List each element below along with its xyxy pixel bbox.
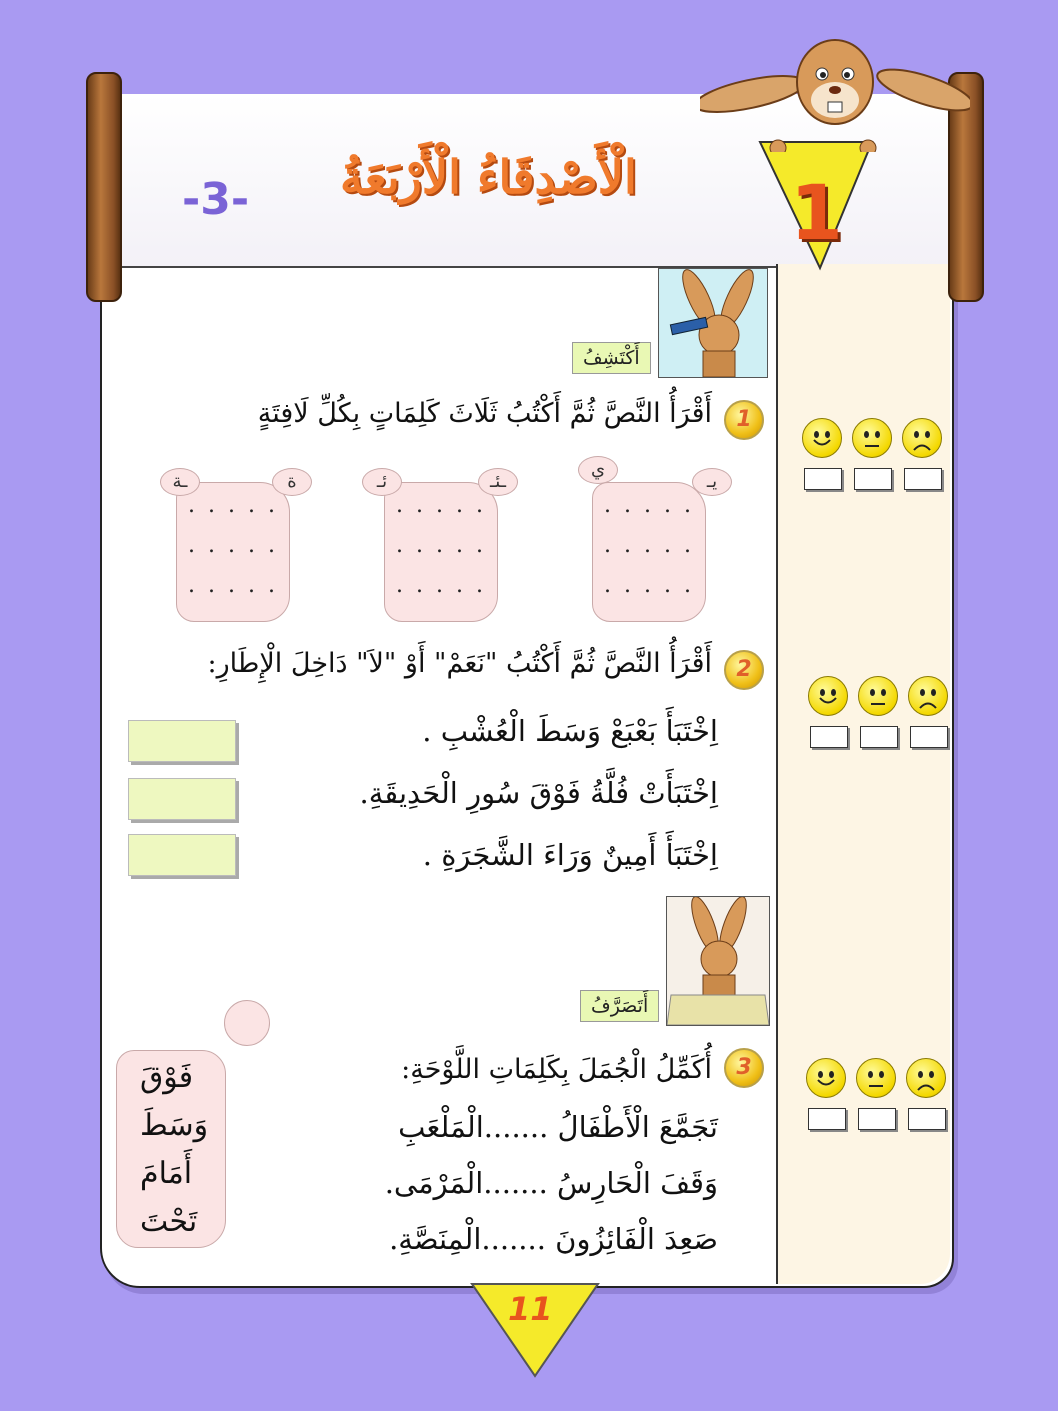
score-box[interactable]	[854, 468, 892, 490]
card-2-tab-left: ئـ	[362, 468, 402, 496]
exercise-3-sentence-1: تَجَمَّعَ الْأَطْفَالُ .......الْمَلْعَبِ	[398, 1110, 718, 1144]
exercise-3-instruction: أُكَمِّلُ الْجُمَلَ بِكَلِمَاتِ اللَّوْحَةِ:	[401, 1054, 712, 1085]
card-1-tab-right: يـ	[692, 468, 732, 496]
rabbit-mascot-icon	[700, 2, 970, 152]
exercise-1-instruction: أَقْرَأُ النَّصَّ ثُمَّ أَكْتُبُ ثَلَاثَ كَلِمَاتٍ بِكُلِّ لَافِتَةٍ	[257, 398, 712, 429]
happy-face-icon[interactable]	[806, 1058, 846, 1098]
dots-line: . . . . .	[604, 533, 694, 558]
card-3-tab-left: ـة	[160, 468, 200, 496]
happy-face-icon[interactable]	[808, 676, 848, 716]
answer-box-1[interactable]	[128, 720, 236, 762]
score-box[interactable]	[908, 1108, 946, 1130]
dots-line: . . . . .	[188, 493, 278, 518]
exercise-2-sentence-3: اِخْتَبَأَ أَمِينٌ وَرَاءَ الشَّجَرَةِ .	[422, 838, 718, 872]
lesson-number: -3-	[182, 174, 250, 225]
exercise-3-number: 3	[724, 1048, 764, 1088]
word-card-3	[176, 482, 290, 622]
score-box[interactable]	[808, 1108, 846, 1130]
score-box[interactable]	[904, 468, 942, 490]
word-card-2	[384, 482, 498, 622]
word-bank-word-2: وَسَطَ	[140, 1108, 209, 1143]
dots-line: . . . . .	[396, 533, 486, 558]
exercise-3-sentence-3: صَعِدَ الْفَائِزُونَ .......الْمِنَصَّةِ.	[389, 1222, 718, 1256]
word-bank-word-4: تَحْتَ	[140, 1204, 198, 1239]
left-wooden-pole	[86, 72, 122, 302]
answer-box-3[interactable]	[128, 834, 236, 876]
sad-face-icon[interactable]	[908, 676, 948, 716]
section-label-discover: أَكْتَشِفُ	[572, 342, 651, 374]
dots-line: . . . . .	[188, 573, 278, 598]
neutral-face-icon[interactable]	[852, 418, 892, 458]
word-bank-word-3: أَمَامَ	[140, 1156, 193, 1191]
score-box[interactable]	[810, 726, 848, 748]
dots-line: . . . . .	[396, 573, 486, 598]
page-title: الْأَصْدِقَاءُ الْأَرْبَعَةُ	[340, 150, 637, 204]
exercise-2-sentence-1: اِخْتَبَأَ بَعْبَعْ وَسَطَ الْعُشْبِ .	[422, 714, 718, 748]
card-1-tab-left: ي	[578, 456, 618, 484]
exercise-2-instruction: أَقْرَأُ النَّصَّ ثُمَّ أَكْتُبُ "نَعَمْ" أَوْ "لاَ" دَاخِلَ الْإِطَارِ:	[207, 648, 712, 679]
happy-face-icon[interactable]	[802, 418, 842, 458]
dots-line: . . . . .	[604, 573, 694, 598]
score-box[interactable]	[910, 726, 948, 748]
sad-face-icon[interactable]	[902, 418, 942, 458]
exercise-2-number: 2	[724, 650, 764, 690]
exercise-1-number: 1	[724, 400, 764, 440]
exercise-3-sentence-2: وَقَفَ الْحَارِسُ .......الْمَرْمَى.	[384, 1166, 718, 1200]
score-box[interactable]	[804, 468, 842, 490]
rabbit-telescope-illustration	[658, 268, 768, 378]
dots-line: . . . . .	[604, 493, 694, 518]
neutral-face-icon[interactable]	[858, 676, 898, 716]
unit-number: 1	[790, 168, 843, 257]
word-card-1	[592, 482, 706, 622]
word-bank-tab	[224, 1000, 270, 1046]
word-bank-word-1: فَوْقَ	[140, 1060, 194, 1095]
sad-face-icon[interactable]	[906, 1058, 946, 1098]
dots-line: . . . . .	[396, 493, 486, 518]
card-3-tab-right: ة	[272, 468, 312, 496]
answer-box-2[interactable]	[128, 778, 236, 820]
exercise-2-sentence-2: اِخْتَبَأَتْ فُلَّةُ فَوْقَ سُورِ الْحَدِيقَةِ.	[359, 776, 718, 810]
dots-line: . . . . .	[188, 533, 278, 558]
score-box[interactable]	[860, 726, 898, 748]
page-number: 11	[508, 1290, 553, 1328]
card-2-tab-right: ـئـ	[478, 468, 518, 496]
self-assessment-column	[776, 264, 950, 1284]
section-label-act: أَتَصَرَّفُ	[580, 990, 659, 1022]
rabbit-board-illustration	[666, 896, 770, 1026]
neutral-face-icon[interactable]	[856, 1058, 896, 1098]
score-box[interactable]	[858, 1108, 896, 1130]
